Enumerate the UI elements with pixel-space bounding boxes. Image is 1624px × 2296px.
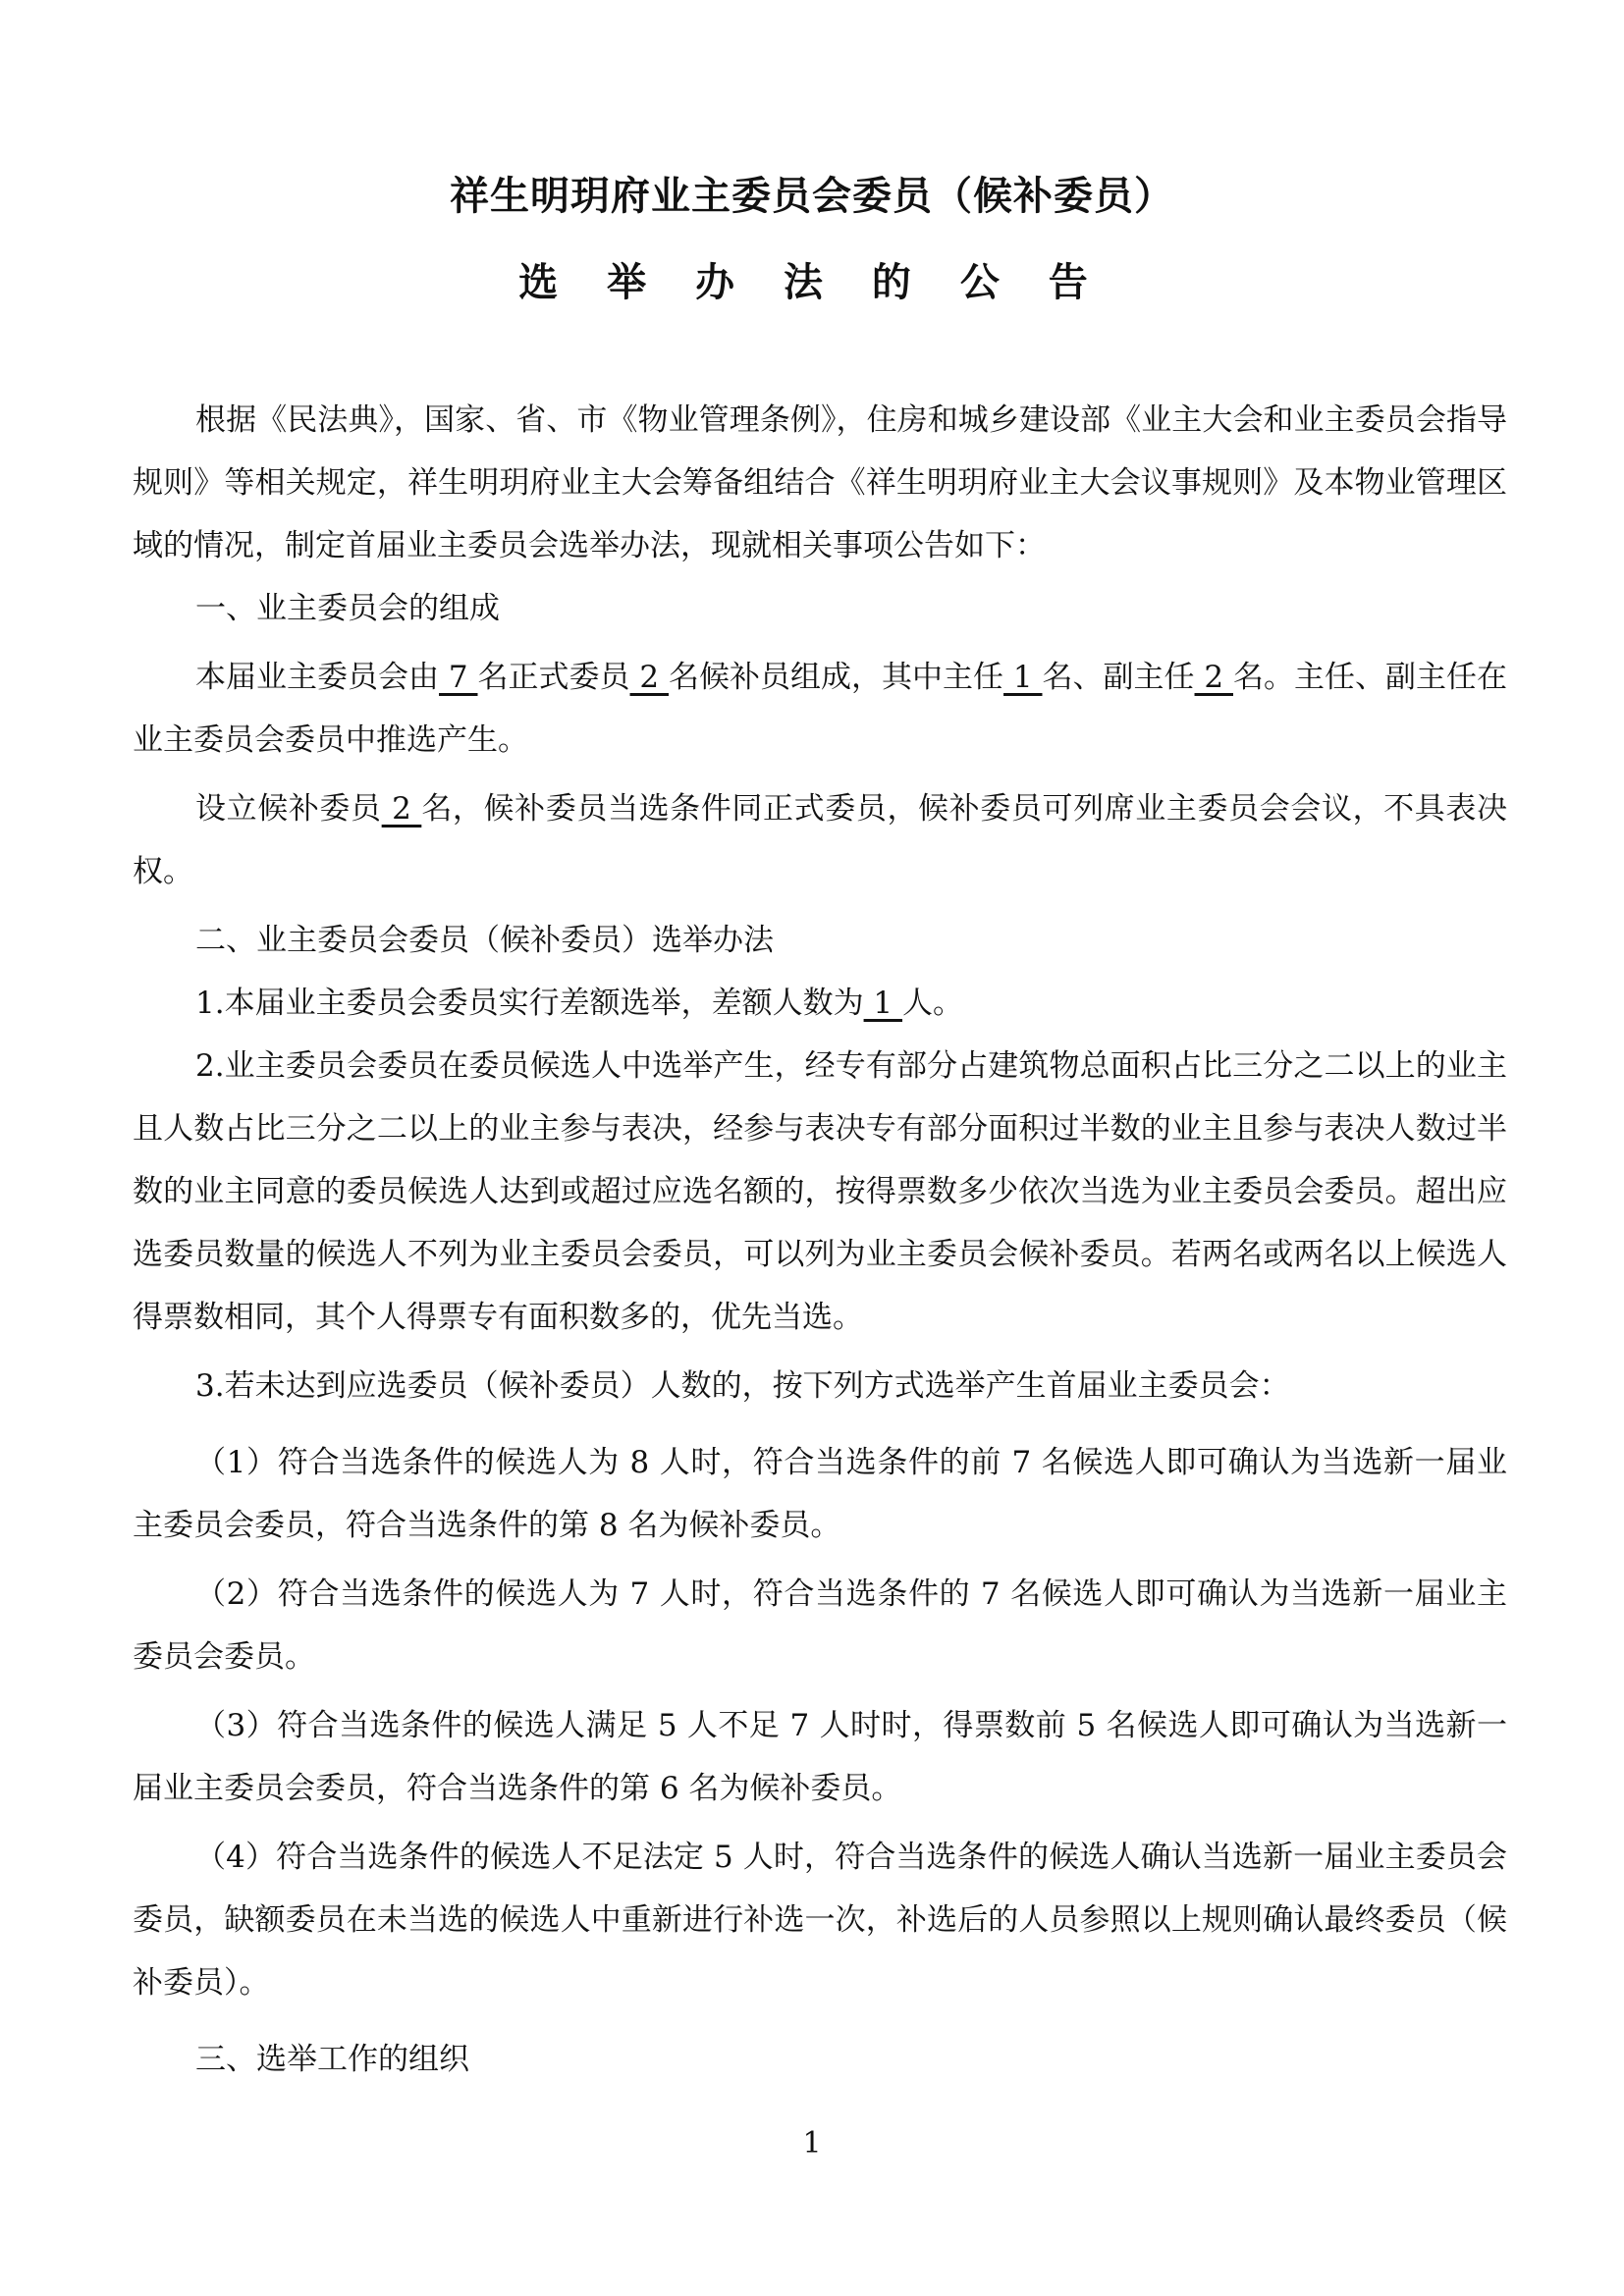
- text-segment: 名，候补委员当选条件同正式委员，候补委员可列席业主委员会会议，不具表决权。: [133, 791, 1508, 889]
- section-2-sub-item-4: （4）符合当选条件的候选人不足法定 5 人时，符合当选条件的候选人确认当选新一届业主委员会委员，缺额委员在未当选的候选人中重新进行补选一次，补选后的人员参照以上规则确认最终委员（候补委员）。: [133, 1840, 1507, 2001]
- page-number: 1: [802, 2126, 822, 2161]
- section-2-heading: 二、业主委员会委员（候补委员）选举办法: [195, 923, 774, 958]
- text-segment: 1.本届业主委员会委员实行差额选举，差额人数为: [195, 986, 864, 1021]
- document-body: [133, 389, 1507, 2091]
- section-2-item-1: [133, 972, 1507, 1035]
- document-title: 祥生明玥府业主委员会委员（候补委员）: [450, 174, 1174, 219]
- section-1-paragraph-2: [133, 777, 1507, 903]
- section-2-sub-item-1: （1）符合当选条件的候选人为 8 人时，符合当选条件的前 7 名候选人即可确认为当选新一届业主委员会委员，符合当选条件的第 8 名为候补委员。: [133, 1445, 1507, 1543]
- underlined-number: 2: [629, 660, 669, 695]
- section-1-heading: 一、业主委员会的组成: [195, 591, 500, 626]
- text-segment: 本届业主委员会由: [195, 660, 440, 695]
- text-segment: 名正式委员: [477, 660, 630, 695]
- section-1-paragraph-1: [133, 646, 1507, 772]
- underlined-number: 2: [381, 791, 422, 827]
- intro-paragraph: 根据《民法典》，国家、省、市《物业管理条例》，住房和城乡建设部《业主大会和业主委员会指导规则》等相关规定，祥生明玥府业主大会筹备组结合《祥生明玥府业主大会议事规则》及本物业管理区域的情况，制定首届业主委员会选举办法，现就相关事项公告如下：: [133, 402, 1507, 563]
- underlined-number: 2: [1194, 660, 1233, 695]
- underlined-number: 1: [863, 986, 903, 1021]
- section-2-item-3: 3.若未达到应选委员（候补委员）人数的，按下列方式选举产生首届业主委员会：: [195, 1368, 1290, 1404]
- text-segment: 名。主任、副主任在业主委员会委员中推选产生。: [133, 660, 1508, 758]
- text-segment: 设立候补委员: [195, 791, 382, 827]
- section-2-sub-item-2: （2）符合当选条件的候选人为 7 人时，符合当选条件的 7 名候选人即可确认为当选新一届业主委员会委员。: [133, 1576, 1507, 1675]
- text-segment: 名候补员组成，其中主任: [668, 660, 1004, 695]
- section-3-heading: 三、选举工作的组织: [195, 2042, 469, 2077]
- section-2-item-2: 2.业主委员会委员在委员候选人中选举产生，经专有部分占建筑物总面积占比三分之二以上的业主且人数占比三分之二以上的业主参与表决，经参与表决专有部分面积过半数的业主且参与表决人数过半数的业主同意的委员候选人达到或超过应选名额的，按得票数多少依次当选为业主委员会委员。超出应选委员数量的候选人不列为业主委员会委员，可以列为业主委员会候补委员。若两名或两名以上候选人得票数相同，其个人得票专有面积数多的，优先当选。: [133, 1048, 1507, 1335]
- text-segment: 名、副主任: [1042, 660, 1195, 695]
- text-segment: 人。: [902, 986, 964, 1021]
- section-2-sub-item-3: （3）符合当选条件的候选人满足 5 人不足 7 人时时，得票数前 5 名候选人即可确认为当选新一届业主委员会委员，符合当选条件的第 6 名为候补委员。: [133, 1708, 1507, 1806]
- underlined-number: 1: [1003, 660, 1043, 695]
- document-subtitle: 选 举 办 法 的 公 告: [518, 260, 1106, 305]
- underlined-number: 7: [439, 660, 478, 695]
